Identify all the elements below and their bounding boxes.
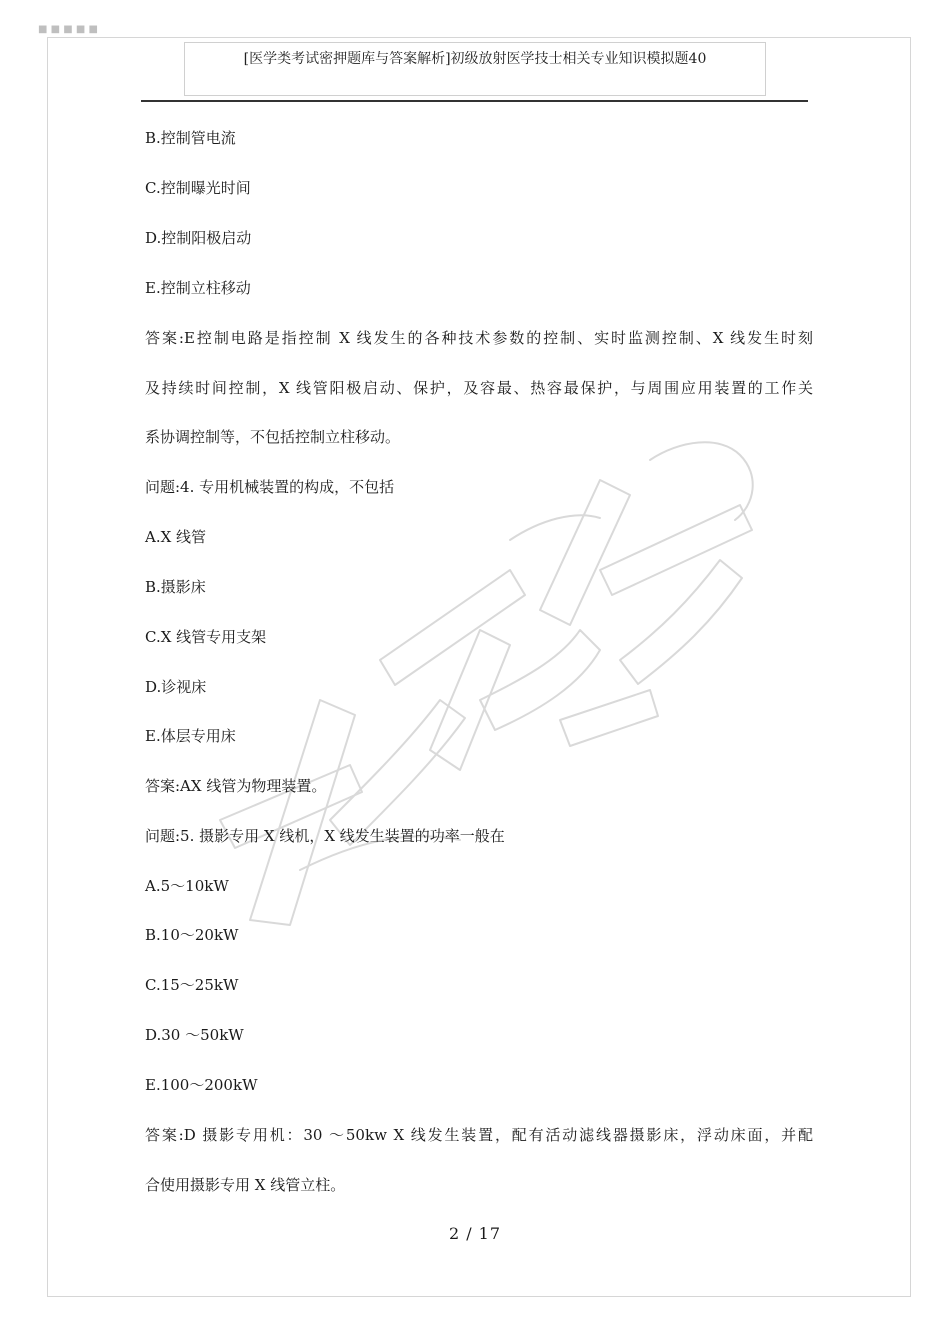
answer-q3-line2: 及持续时间控制，X 线管阳极启动、保护，及容最、热容最保护，与周围应用装置的工作关: [145, 379, 813, 397]
option-e-q5: E.100～200kW: [145, 1076, 258, 1094]
question-4: 问题:4. 专用机械装置的构成，不包括: [145, 478, 395, 496]
question-5: 问题:5. 摄影专用 X 线机，X 线发生装置的功率一般在: [145, 827, 505, 845]
option-a-q4: A.X 线管: [145, 528, 207, 546]
option-c-q4: C.X 线管专用支架: [145, 628, 267, 646]
answer-q3-line1: 答案:E控制电路是指控制 X 线发生的各种技术参数的控制、实时监测控制、X 线发生时刻: [145, 329, 813, 347]
header-divider: [141, 100, 808, 102]
option-e-q4: E.体层专用床: [145, 727, 236, 745]
document-title: [医学类考试密押题库与答案解析]初级放射医学技士相关专业知识模拟题40: [243, 51, 707, 67]
option-c-q5: C.15～25kW: [145, 976, 239, 994]
option-a-q5: A.5～10kW: [145, 877, 229, 895]
answer-q5-line2: 合使用摄影专用 X 线管立柱。: [145, 1176, 346, 1194]
option-c-q3: C.控制曝光时间: [145, 179, 251, 197]
option-b-q5: B.10～20kW: [145, 926, 239, 944]
page-number: 2 / 17: [448, 1224, 502, 1243]
option-d-q5: D.30 ～50kW: [145, 1026, 244, 1044]
page-frame: [47, 37, 911, 1297]
answer-q3-line3: 系协调控制等，不包括控制立柱移动。: [145, 428, 401, 446]
option-b-q4: B.摄影床: [145, 578, 206, 596]
option-d-q4: D.诊视床: [145, 678, 207, 696]
option-d-q3: D.控制阳极启动: [145, 229, 252, 247]
option-b-q3: B.控制管电流: [145, 129, 236, 147]
answer-q4: 答案:AX 线管为物理装置。: [145, 777, 327, 795]
answer-q5-line1: 答案:D 摄影专用机：30 ～50kw X 线发生装置，配有活动滤线器摄影床，浮动床面，并配: [145, 1126, 813, 1144]
corner-mark: ■ ■ ■ ■ ■: [38, 24, 98, 35]
option-e-q3: E.控制立柱移动: [145, 279, 251, 297]
